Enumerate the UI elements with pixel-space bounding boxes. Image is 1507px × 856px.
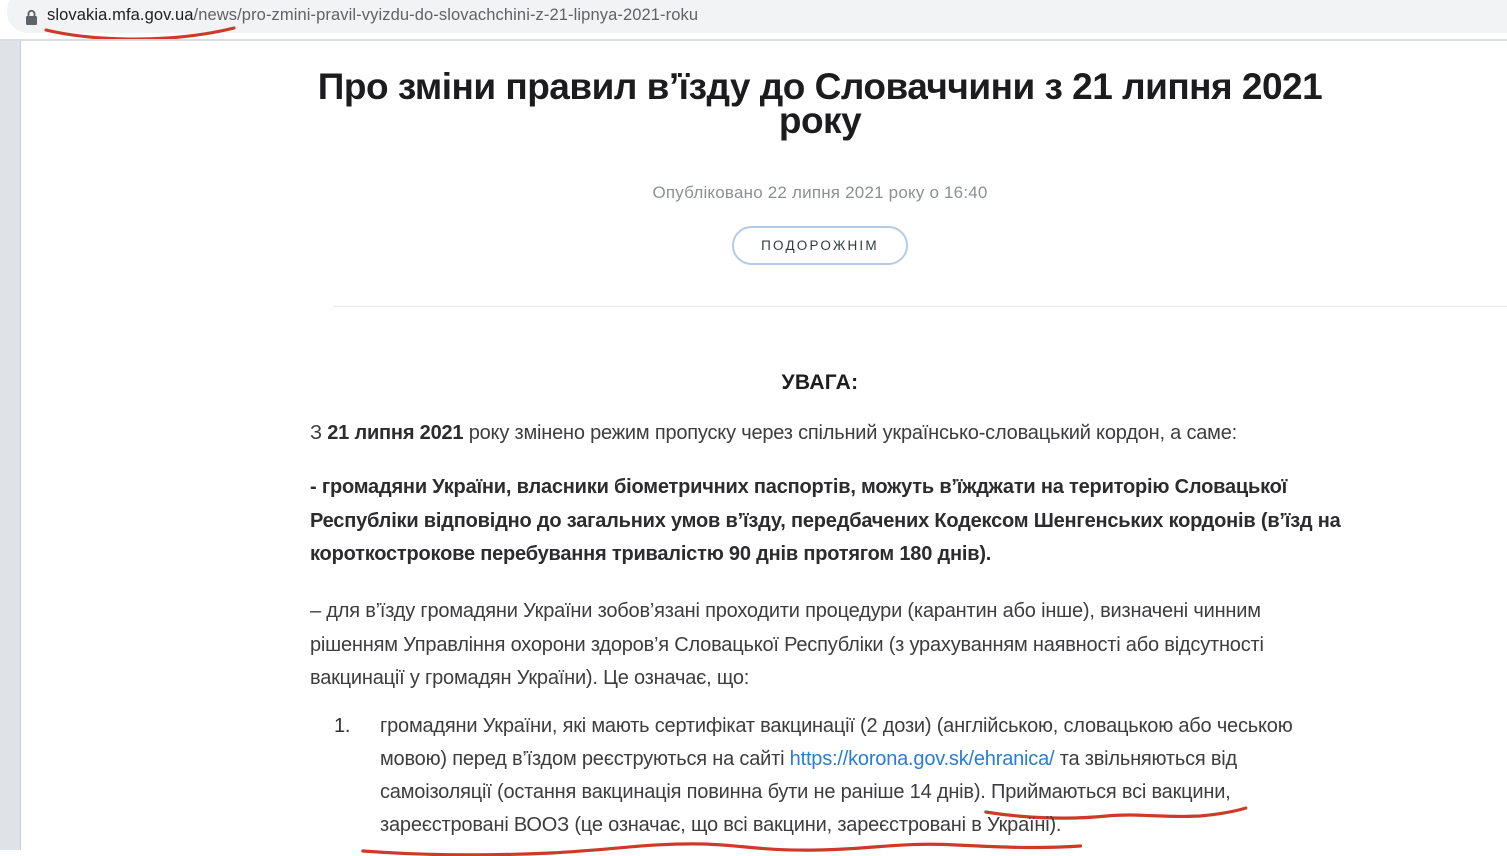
- list-item-line3: [380, 776, 1293, 809]
- page-content: [22, 41, 1507, 850]
- url-domain: slovakia.mfa.gov.ua: [47, 6, 194, 24]
- list-line3-plain: самоізоляції (остання вакцинація повинна бути не раніше 14 днів).: [380, 781, 991, 803]
- paragraph-line: короткострокове перебування тривалістю 90 днів протягом 180 днів).: [310, 538, 1341, 572]
- numbered-list-item-1: [310, 710, 1293, 842]
- list-item-text: [380, 710, 1293, 842]
- paragraph-line: - громадяни України, власники біометричних паспортів, можуть в’їжджати на територію Словацької: [310, 471, 1341, 505]
- page-title-line1: Про зміни правил в’їзду до Словаччини з 21 липня 2021: [310, 62, 1330, 96]
- list-item-line1: громадяни України, які мають сертифікат вакцинації (2 дози) (англійською, словацькою або чеською: [380, 710, 1293, 743]
- paragraph-intro-rest: року змінено режим пропуску через спільний українсько-словацький кордон, а саме:: [463, 422, 1237, 444]
- list-line2-before: мовою) перед в’їздом реєструються на сайті: [380, 748, 790, 770]
- paragraph-intro-bold-date: 21 липня 2021: [327, 422, 463, 444]
- list-line4-marked-text: зареєстровані ВООЗ (це означає, що всі вакцини, зареєстровані в Україні).: [380, 814, 1061, 836]
- published-date: Опубліковано 22 липня 2021 року о 16:40: [310, 183, 1330, 203]
- paragraph-line: Республіки відповідно до загальних умов в’їзду, передбачених Кодексом Шенгенських кордонів (в’їзд на: [310, 505, 1341, 539]
- list-item-line2: [380, 743, 1293, 776]
- list-item-line4: [380, 809, 1293, 842]
- red-annotation-underline-b: [360, 836, 1085, 856]
- page-title-line2: року: [310, 96, 1330, 130]
- tag-button-row: [310, 226, 1330, 265]
- page-title: [310, 62, 1330, 129]
- paragraph-line: – для в’їзду громадяни України зобов’язані проходити процедури (карантин або інше), визначені чинним: [310, 595, 1264, 629]
- lock-icon[interactable]: [25, 9, 38, 26]
- list-item-number: 1.: [334, 710, 350, 743]
- url-path: /news/pro-zmini-pravil-vyizdu-do-slovachchini-z-21-lipnya-2021-roku: [194, 6, 699, 24]
- url-text[interactable]: [47, 6, 698, 25]
- list-line3-marked-text: Приймаються всі вакцини,: [991, 781, 1231, 803]
- window-left-gutter: [0, 41, 21, 850]
- paragraph-line: рішенням Управління охорони здоров’я Словацької Республіки (з урахуванням наявності або відсутності: [310, 629, 1264, 663]
- list-line2-after: та звільняються від: [1054, 748, 1237, 770]
- travelers-tag-button[interactable]: ПОДОРОЖНІМ: [732, 226, 908, 265]
- paragraph-entry-procedures: [310, 595, 1264, 696]
- paragraph-line: вакцинації у громадян України). Це означає, що:: [310, 662, 1264, 696]
- paragraph-intro: [310, 417, 1237, 451]
- paragraph-intro-prefix: З: [310, 422, 327, 444]
- red-underlined-phrase-who-registered: [380, 809, 1061, 842]
- red-underlined-phrase-vaccines: [991, 776, 1231, 809]
- attention-heading: УВАГА:: [310, 371, 1330, 395]
- paragraph-biometric-passports: [310, 471, 1341, 572]
- korona-ehranica-link[interactable]: https://korona.gov.sk/ehranica/: [790, 748, 1055, 770]
- section-divider: [333, 306, 1507, 307]
